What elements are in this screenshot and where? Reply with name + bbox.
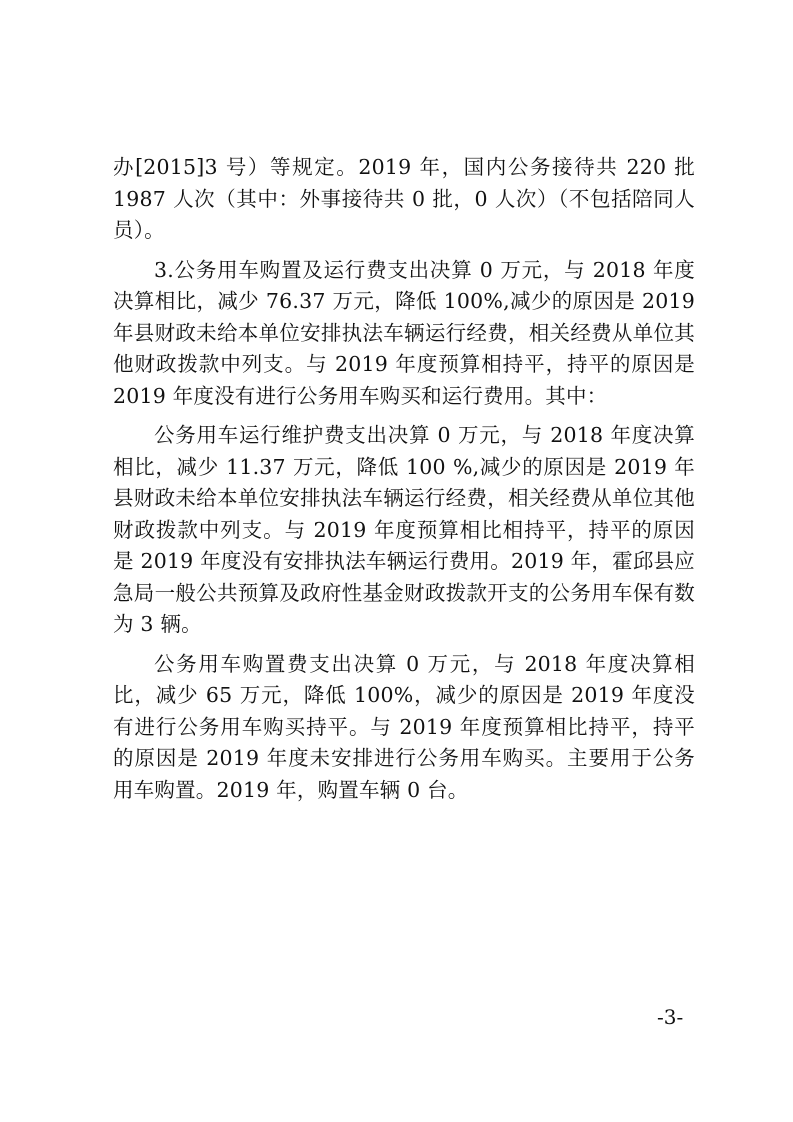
- paragraph-vehicle-expenses: 3.公务用车购置及运行费支出决算 0 万元，与 2018 年度决算相比，减少 76.37 万元，降低 100%,减少的原因是 2019 年县财政未给本单位安排执法车辆运行经费，相关经费从单位其他财政拨款中列支。与 2019 年度预算相持平，持平的原因是 2019 年度没有进行公务用车购买和运行费用。其中：: [113, 257, 695, 408]
- paragraph-continuation: 办[2015]3 号）等规定。2019 年，国内公务接待共 220 批 1987 人次（其中：外事接待共 0 批，0 人次）（不包括陪同人员）。: [113, 155, 695, 242]
- paragraph-vehicle-purchase: 公务用车购置费支出决算 0 万元，与 2018 年度决算相比，减少 65 万元，降低 100%，减少的原因是 2019 年度没有进行公务用车购买持平。与 2019 年度预算相比持平，持平的原因是 2019 年度未安排进行公务用车购买。主要用于公务用车购置。2019 年，购置车辆 0 台。: [113, 651, 695, 802]
- page-number: -3-: [657, 1005, 684, 1029]
- paragraph-vehicle-maintenance: 公务用车运行维护费支出决算 0 万元，与 2018 年度决算相比，减少 11.37 万元，降低 100 %,减少的原因是 2019 年县财政未给本单位安排执法车辆运行经费，相关经费从单位其他财政拨款中列支。与 2019 年度预算相比相持平，持平的原因是 2019 年度没有安排执法车辆运行费用。2019 年，霍邱县应急局一般公共预算及政府性基金财政拨款开支的公务用车保有数为 3 辆。: [113, 423, 695, 636]
- document-body: [113, 152, 695, 814]
